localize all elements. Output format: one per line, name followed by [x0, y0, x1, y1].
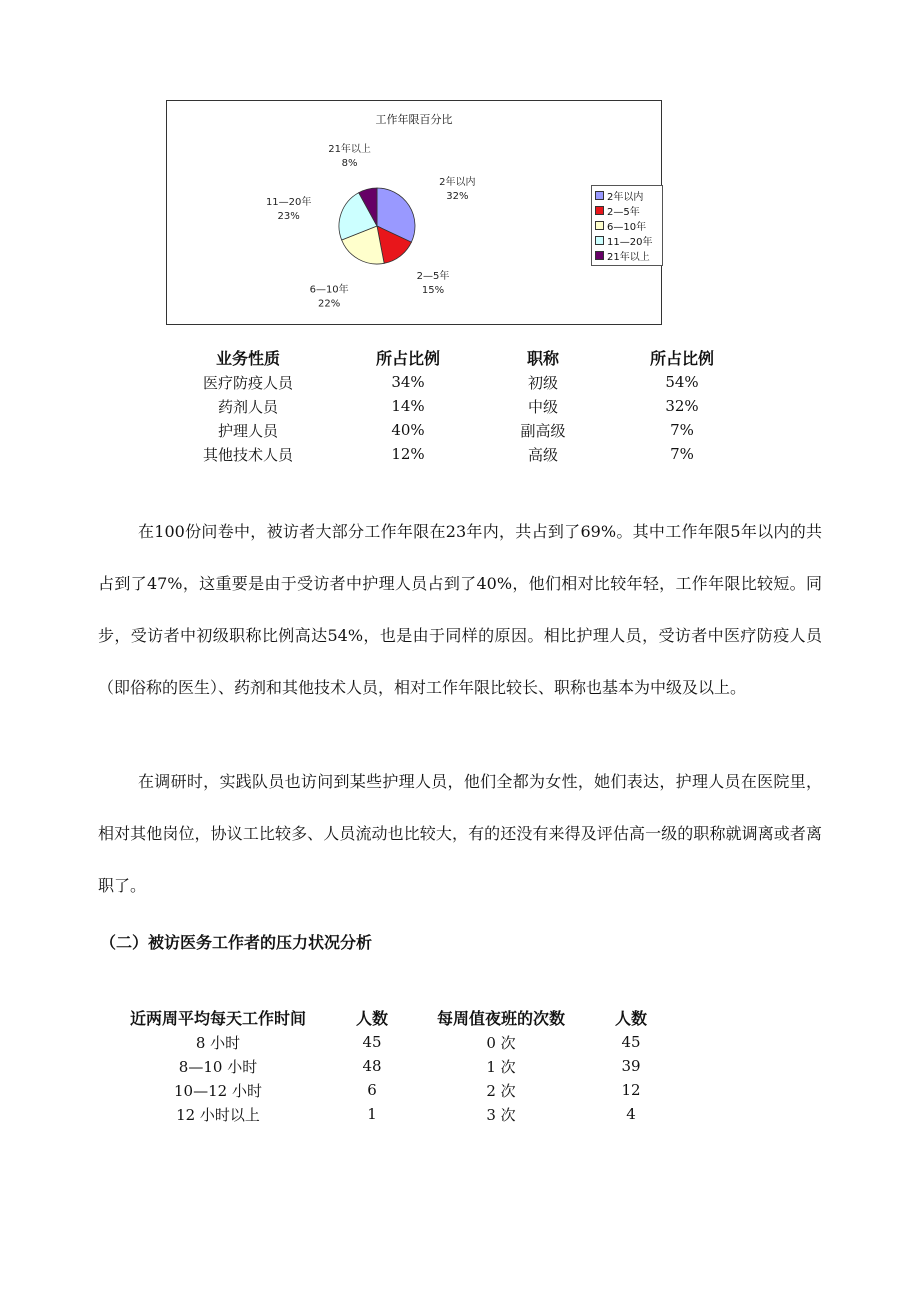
table-cell: 3 次 — [486, 1105, 516, 1124]
legend-item — [595, 248, 659, 263]
chart-title: 工作年限百分比 — [375, 113, 453, 126]
column-header: 人数 — [355, 1008, 388, 1028]
table-cell: 4 — [626, 1105, 636, 1123]
table-cell: 34% — [391, 373, 425, 391]
slice-value-label: 23% — [277, 210, 300, 222]
pie-chart-canvas — [167, 101, 661, 324]
legend-swatch — [595, 191, 604, 200]
table-row — [108, 1054, 676, 1078]
table-row — [168, 394, 766, 418]
pie-chart — [166, 100, 662, 325]
table-work-pressure — [108, 1004, 676, 1126]
legend-item — [595, 203, 659, 218]
legend-swatch — [595, 221, 604, 230]
legend-item — [595, 188, 659, 203]
table-cell: 护理人员 — [217, 421, 278, 440]
column-header: 职称 — [526, 348, 559, 368]
table-row — [108, 1030, 676, 1054]
table-cell: 32% — [665, 397, 699, 415]
table-cell: 1 次 — [486, 1057, 516, 1076]
table-cell: 7% — [670, 421, 694, 439]
slice-category-label: 2—5年 — [416, 270, 450, 282]
table-cell: 45 — [362, 1033, 382, 1051]
body-paragraph: 在调研时，实践队员也访问到某些护理人员，他们全都为女性，她们表达，护理人员在医院里，相对其他岗位，协议工比较多、人员流动也比较大，有的还没有来得及评估高一级的职称就调离或者离职了。 — [98, 772, 822, 895]
legend-swatch — [595, 236, 604, 245]
chart-legend — [591, 185, 663, 266]
table-row — [108, 1078, 676, 1102]
legend-label: 21年以上 — [607, 252, 650, 263]
section-heading: （二）被访医务工作者的压力状况分析 — [100, 933, 373, 952]
table-cell: 初级 — [527, 373, 558, 392]
table-cell: 14% — [391, 397, 425, 415]
table-cell: 副高级 — [520, 421, 566, 440]
table-cell: 54% — [665, 373, 699, 391]
table-cell: 其他技术人员 — [202, 445, 293, 464]
table-staff-composition — [168, 344, 766, 466]
legend-item — [595, 233, 659, 248]
legend-label: 11—20年 — [607, 237, 653, 248]
table-cell: 12 — [621, 1081, 641, 1099]
slice-category-label: 11—20年 — [265, 196, 312, 208]
table-cell: 8—10 小时 — [178, 1057, 258, 1076]
slice-category-label: 2年以内 — [439, 176, 476, 188]
table-cell: 6 — [367, 1081, 377, 1099]
table-cell: 8 小时 — [195, 1033, 241, 1052]
legend-label: 2—5年 — [607, 207, 640, 218]
table-header-row — [168, 344, 766, 370]
slice-value-label: 22% — [318, 298, 341, 310]
table-cell: 48 — [362, 1057, 382, 1075]
legend-label: 6—10年 — [607, 222, 647, 233]
column-header: 所占比例 — [649, 348, 714, 368]
table-row — [168, 370, 766, 394]
table-cell: 1 — [367, 1105, 377, 1123]
legend-swatch — [595, 206, 604, 215]
table-row — [168, 418, 766, 442]
table-row — [108, 1102, 676, 1126]
legend-item — [595, 218, 659, 233]
body-paragraph: 在100份问卷中，被访者大部分工作年限在23年内，共占到了69%。其中工作年限5年以内的共占到了47%，这重要是由于受访者中护理人员占到了40%，他们相对比较年轻，工作年限比较短。同步，受访者中初级职称比例高达54%，也是由于同样的原因。相比护理人员，受访者中医疗防疫人员（即俗称的医生）、药剂和其他技术人员，相对工作年限比较长、职称也基本为中级及以上。 — [98, 522, 822, 697]
slice-category-label: 6—10年 — [309, 284, 349, 296]
column-header: 业务性质 — [215, 348, 280, 368]
slice-category-label: 21年以上 — [328, 143, 371, 155]
table-cell: 12% — [391, 445, 425, 463]
column-header: 人数 — [614, 1008, 647, 1028]
table-header-row — [108, 1004, 676, 1030]
legend-swatch — [595, 251, 604, 260]
table-cell: 40% — [391, 421, 425, 439]
table-cell: 12 小时以上 — [176, 1105, 260, 1124]
slice-value-label: 15% — [421, 284, 445, 296]
slice-value-label: 32% — [446, 190, 469, 202]
column-header: 所占比例 — [375, 348, 440, 368]
column-header: 每周值夜班的次数 — [436, 1008, 565, 1028]
table-cell: 7% — [670, 445, 694, 463]
table-cell: 45 — [621, 1033, 641, 1051]
table-cell: 高级 — [527, 445, 558, 464]
slice-value-label: 8% — [341, 157, 358, 169]
table-cell: 10—12 小时 — [174, 1081, 262, 1100]
table-cell: 药剂人员 — [217, 397, 278, 416]
table-cell: 0 次 — [486, 1033, 516, 1052]
table-cell: 39 — [621, 1057, 641, 1075]
table-cell: 中级 — [527, 397, 558, 416]
table-cell: 2 次 — [486, 1081, 516, 1100]
column-header: 近两周平均每天工作时间 — [129, 1008, 306, 1028]
legend-label: 2年以内 — [607, 192, 644, 203]
table-cell: 医疗防疫人员 — [202, 373, 293, 392]
table-row — [168, 442, 766, 466]
